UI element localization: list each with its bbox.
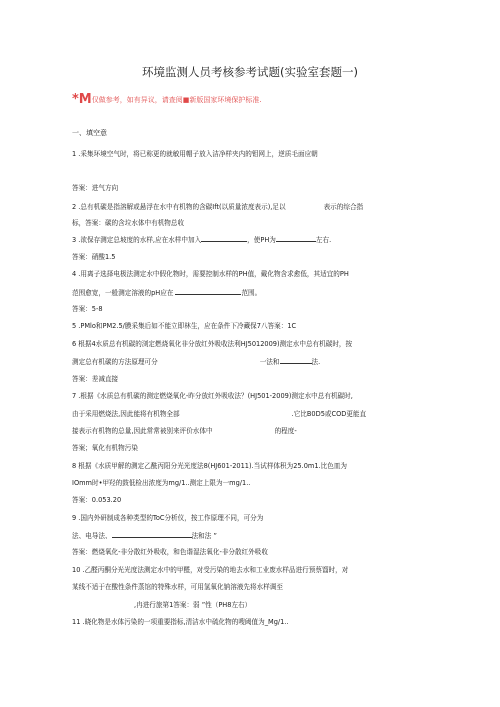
page-title: 环境监测人员考核参考试题(实验室套题一)	[142, 65, 358, 79]
line-text: 1 .采集环境空气时，将已称更的就敏用帽子放入洁净样夹内的钼网上，逆质毛面应朝	[72, 150, 318, 158]
text-line	[72, 566, 348, 575]
line-text: 答案；氧化有机物污染	[72, 444, 138, 452]
line-text: 6 根据4水质总有机碳的浏定燃烧氧化非分放红外吸收法利HJ5012009)测定水中总有机碳时，按	[72, 340, 353, 348]
line-text: 的程度-	[274, 427, 297, 435]
line-text: 答案：5-8	[72, 305, 103, 313]
line-text: 5 .PMlo和PM2.5/膜采集后如不能立即林生，应在条件下冷藏保7八答案：1C	[72, 322, 297, 330]
line-text: 法、电导法、	[72, 532, 112, 540]
text-line	[72, 583, 283, 592]
line-text: IOmm时•甲羟的鼓低检出浓度为mg/1..测定上限为一mg/1..	[72, 479, 251, 487]
text-line	[72, 322, 296, 331]
text-line	[72, 235, 331, 245]
text-line	[72, 219, 184, 228]
text-line	[72, 392, 353, 401]
notice-mark: *M	[72, 92, 92, 107]
answer-line	[72, 184, 118, 193]
blank-line	[280, 357, 312, 364]
line-text: 答案：差减直接	[72, 375, 119, 383]
blank-line	[175, 288, 241, 295]
line-text: ,冉进行旅第1答案：弱 ”性（PH8左右）	[134, 601, 252, 609]
notice-line	[72, 92, 262, 107]
line-text: 标，答案：碳的含垃水体中有机物总收	[72, 219, 185, 227]
line-text: 范围愈宽，一般测定溶液的pH应在	[72, 289, 174, 297]
answer-line	[72, 305, 103, 314]
line-text: 10 .乙醛丙酮分光光度法测定水中的甲醛，对受污染的地去水和工业废水样品进行预蔡馏时，对	[72, 566, 349, 574]
line-text: 接表示有机物的总量,因此常常被别来评价水体中	[72, 427, 213, 435]
text-line	[72, 531, 217, 541]
line-text: 2 .总有机碳是指溶解或悬浮在水中有机物的含碳Ift(以质量浓度表示),足以	[72, 203, 286, 211]
line-text: 由于采用燃烧法,因此能将有机物全部	[72, 410, 180, 418]
text-line	[72, 340, 352, 349]
line-text: 答案：进气方向	[72, 184, 119, 192]
answer-line	[72, 253, 115, 262]
line-text: 答案：硝酸1.5	[72, 253, 116, 261]
line-text: 法和法 ”	[191, 532, 217, 540]
blank-line	[276, 235, 316, 242]
line-text: 某线不适于在酸性条件蒸馆的特殊水样，可用氢氧化钠溶液先将水样调至	[72, 583, 283, 591]
line-text: 范围。	[241, 289, 262, 297]
line-text: 法.	[311, 358, 321, 366]
line-text: 答案：燃烧氧化-非分散红外吸收，和色谐湿法氧化-非分散红外吸收	[72, 548, 268, 556]
line-text: 3 .欲保存测定总坡度的水样,应在水样中加入	[72, 236, 202, 244]
blank-line	[112, 531, 192, 538]
text-line	[72, 288, 261, 298]
answer-line	[72, 444, 138, 453]
answer-line	[72, 548, 268, 557]
text-line	[72, 462, 347, 471]
text-line	[72, 150, 318, 159]
line-text: 11 .晓化物是水体污染的一项重要指标,清洁水中硫化物的嗖阈值为_Mg/1..	[72, 618, 289, 626]
text-line	[72, 427, 297, 436]
answer-line	[72, 496, 121, 505]
text-line	[72, 618, 289, 627]
text-line	[72, 270, 349, 279]
line-text: 测定总有机碳的方法原理可分	[72, 358, 158, 366]
text-line	[72, 357, 320, 367]
section-heading: 一、填空意	[72, 129, 107, 137]
line-text: 答案：0.053.20	[72, 496, 122, 504]
line-text: 表示的综合指	[323, 203, 364, 211]
line-text: 9 .国内外研制成各种类型的ToC分析仪，按工作原理不同，可分为	[72, 514, 264, 522]
line-text: .它比B0D5或COD更能直	[291, 410, 367, 418]
answer-line	[72, 375, 118, 384]
line-text: 一法和	[259, 358, 280, 366]
text-line	[134, 601, 251, 610]
blank-line	[201, 235, 247, 242]
text-line	[72, 514, 263, 523]
text-line	[72, 410, 366, 419]
text-line	[72, 479, 250, 488]
line-text: ，使PH为	[247, 236, 276, 244]
line-text: 8 根据《水质甲解的测定乙酰丙阳分光光度法8(HJ601-2011).当试样体积为25.0m1.比色皿为	[72, 462, 347, 470]
notice-text: 仅做参考，如有异议，请查阅■新版国家环境保护标准.	[91, 96, 262, 104]
text-line	[72, 203, 363, 212]
line-text: 左右.	[315, 236, 332, 244]
line-text: 7 .根据《水质总有机碳的测定燃烧氧化-昨分放红外吸收法？(HJ501-2009)测定水中总有机碳时,	[72, 392, 353, 400]
line-text: 4 .用离子选择电极法测定水中假化物时，需要控制水样的PH值，戴化物含求愈低，其适宜的PH	[72, 270, 349, 278]
